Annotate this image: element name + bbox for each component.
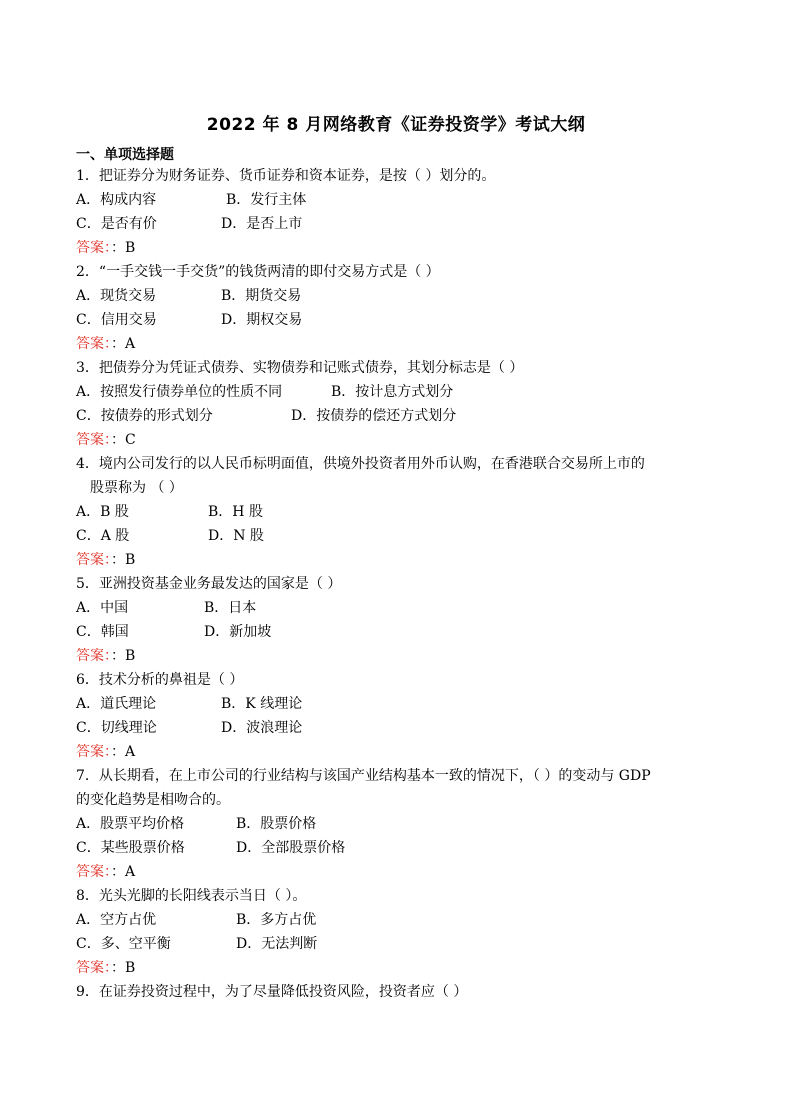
answer-line	[76, 548, 726, 572]
section-heading: 一、单项选择题	[76, 147, 174, 163]
option-row	[76, 212, 726, 236]
answer-option: C．切线理论	[76, 720, 157, 736]
answer-option: B．发行主体	[226, 192, 307, 208]
answer-label: 答案：	[76, 648, 111, 664]
question-text: 9．在证券投资过程中，为了尽量降低投资风险，投资者应（ ）	[76, 984, 468, 1000]
answer-option: D．全部股票价格	[236, 840, 346, 856]
option-row	[76, 500, 726, 524]
option-row	[76, 692, 726, 716]
option-row	[76, 308, 726, 332]
answer-line	[76, 428, 726, 452]
answer-option: B．股票价格	[236, 816, 317, 832]
question-item	[76, 356, 726, 452]
question-text: 3．把债券分为凭证式债券、实物债券和记账式债券，其划分标志是（ ）	[76, 360, 524, 376]
answer-value: ：B	[111, 552, 136, 568]
option-row	[76, 284, 726, 308]
answer-value: ：B	[111, 648, 136, 664]
page-title: 2022 年 8 月网络教育《证券投资学》考试大纲	[206, 115, 586, 135]
answer-option: D．波浪理论	[221, 720, 303, 736]
answer-value: ：A	[111, 744, 136, 760]
answer-option: A．B 股	[76, 504, 129, 520]
question-text: 5．亚洲投资基金业务最发达的国家是（ ）	[76, 576, 342, 592]
answer-option: D．新加坡	[204, 624, 272, 640]
answer-option: C．多、空平衡	[76, 936, 171, 952]
answer-option: A．道氏理论	[76, 696, 157, 712]
answer-option: A．按照发行债券单位的性质不同	[76, 384, 283, 400]
answer-option: B．H 股	[208, 504, 263, 520]
answer-option: A．股票平均价格	[76, 816, 185, 832]
question-list	[76, 164, 726, 1004]
question-item	[76, 452, 726, 572]
option-row	[76, 716, 726, 740]
answer-option: A．空方占优	[76, 912, 157, 928]
answer-label: 答案：	[76, 864, 111, 880]
answer-option: D．是否上市	[221, 216, 303, 232]
answer-option: D．无法判断	[236, 936, 318, 952]
answer-label: 答案：	[76, 432, 111, 448]
question-item	[76, 668, 726, 764]
answer-line	[76, 236, 726, 260]
answer-option: A．构成内容	[76, 192, 157, 208]
answer-option: A．现货交易	[76, 288, 157, 304]
answer-option: A．中国	[76, 600, 129, 616]
answer-option: C．韩国	[76, 624, 129, 640]
option-row	[76, 932, 726, 956]
answer-value: ：C	[111, 432, 136, 448]
question-item	[76, 260, 726, 356]
answer-option: B．K 线理论	[221, 696, 303, 712]
option-row	[76, 812, 726, 836]
question-text: 2．“一手交钱一手交货”的钱货两清的即付交易方式是（ ）	[76, 264, 440, 280]
option-row	[76, 524, 726, 548]
answer-option: C．信用交易	[76, 312, 157, 328]
answer-option: C．A 股	[76, 528, 130, 544]
question-item	[76, 764, 726, 884]
question-text: 4．境内公司发行的以人民币标明面值，供境外投资者用外币认购，在香港联合交易所上市的	[76, 456, 645, 472]
answer-option: C．是否有价	[76, 216, 157, 232]
answer-option: D．N 股	[208, 528, 264, 544]
answer-label: 答案：	[76, 552, 111, 568]
question-item	[76, 884, 726, 980]
option-row	[76, 188, 726, 212]
answer-label: 答案：	[76, 240, 111, 256]
answer-label: 答案：	[76, 744, 111, 760]
answer-label: 答案：	[76, 960, 111, 976]
answer-label: 答案：	[76, 336, 111, 352]
option-row	[76, 620, 726, 644]
answer-option: D．期权交易	[221, 312, 303, 328]
question-text: 8．光头光脚的长阳线表示当日（ ）。	[76, 888, 307, 904]
answer-option: B．期货交易	[221, 288, 302, 304]
answer-value: ：B	[111, 240, 136, 256]
question-text: 1．把证券分为财务证券、货币证券和资本证券，是按（ ）划分的。	[76, 168, 496, 184]
answer-line	[76, 860, 726, 884]
answer-value: ：B	[111, 960, 136, 976]
question-text: 7．从长期看，在上市公司的行业结构与该国产业结构基本一致的情况下，（ ）的变动与 GDP	[76, 768, 651, 784]
question-text: 6．技术分析的鼻祖是（ ）	[76, 672, 244, 688]
answer-line	[76, 332, 726, 356]
answer-option: B．多方占优	[236, 912, 317, 928]
answer-value: ：A	[111, 864, 136, 880]
answer-line	[76, 956, 726, 980]
option-row	[76, 380, 726, 404]
answer-option: B．按计息方式划分	[331, 384, 454, 400]
option-row	[76, 596, 726, 620]
answer-line	[76, 644, 726, 668]
answer-option: D．按债券的偿还方式划分	[291, 408, 457, 424]
question-item	[76, 572, 726, 668]
answer-line	[76, 740, 726, 764]
question-item	[76, 164, 726, 260]
answer-option: C．某些股票价格	[76, 840, 185, 856]
answer-value: ：A	[111, 336, 136, 352]
question-text-continued: 的变化趋势是相吻合的。	[76, 792, 230, 808]
answer-option: B．日本	[204, 600, 257, 616]
answer-option: C．按债券的形式划分	[76, 408, 213, 424]
option-row	[76, 404, 726, 428]
option-row	[76, 908, 726, 932]
question-text-continued: 股票称为 （ ）	[90, 480, 183, 496]
option-row	[76, 836, 726, 860]
